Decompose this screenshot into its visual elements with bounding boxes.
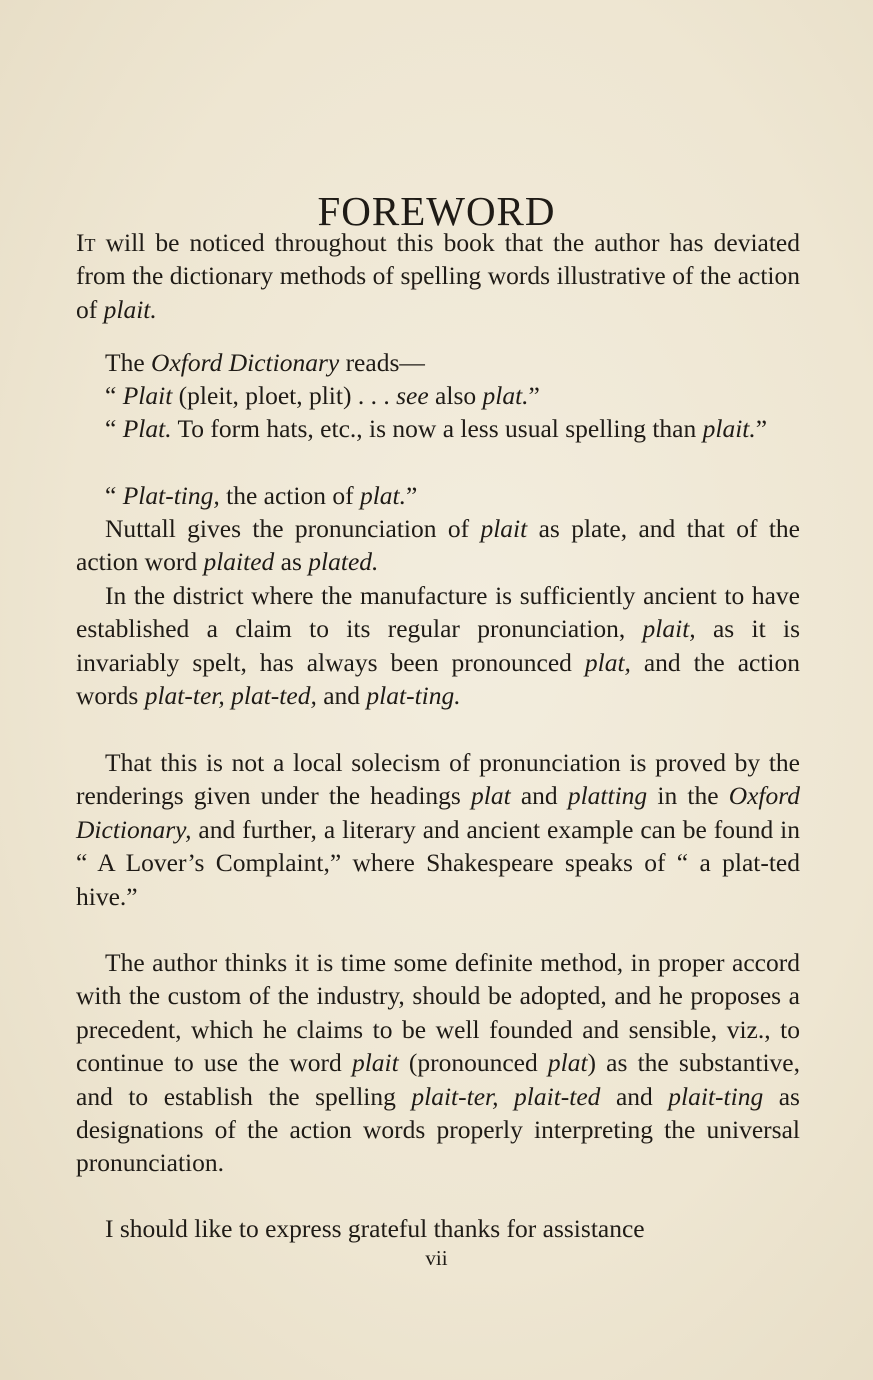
italic-run: plat [471, 781, 511, 811]
italic-run: plait [351, 1048, 399, 1078]
paragraph-7 [76, 579, 800, 713]
paragraph-5 [76, 479, 800, 512]
text-run: ” [406, 481, 418, 510]
paragraph-1 [76, 226, 800, 326]
text-run: That this is not a local solecism of pronunciation is proved by the renderings given under the headings [76, 748, 800, 811]
text-run: also [428, 381, 483, 410]
text-run: and further, a literary and ancient example can be found in “ A Lover’s Complaint,” where Shakespeare speaks of “ a plat-ted hive.” [76, 814, 800, 911]
text-run: as it is invariably spelt, has always been pronounced [76, 614, 801, 677]
italic-run: plat. [482, 381, 529, 410]
italic-run: see [396, 381, 429, 410]
italic-run: plait. [103, 294, 157, 324]
text-run: “ [105, 414, 123, 443]
paragraph-6 [76, 512, 800, 579]
text-run: and [316, 681, 367, 711]
italic-run: plait-ter, plait-ted [411, 1081, 601, 1111]
text-run: and the action words [76, 647, 800, 711]
text-run: Nuttall gives the pronunciation of [105, 514, 481, 543]
page-number: vii [425, 1246, 448, 1270]
text-run: as [274, 547, 309, 577]
text-run: ” [528, 381, 540, 410]
text-run: (pleit, ploet, plit) . . . [172, 381, 397, 410]
text-run: and [510, 781, 568, 811]
italic-run: Oxford Dictionary, [76, 781, 800, 844]
text-run: and [600, 1081, 669, 1111]
italic-run: plait-ting [668, 1081, 764, 1111]
paragraph-3 [76, 379, 800, 412]
italic-run: Plat. [122, 414, 172, 443]
italic-run: plat, [584, 647, 631, 677]
text-run: ” [755, 414, 768, 443]
italic-run: plait. [702, 414, 756, 443]
italic-run: Plat-ting, [122, 481, 220, 510]
text-run: To form hats, etc., is now a less usual spelling than [171, 414, 703, 443]
text-run: (pronounced [398, 1048, 548, 1078]
italic-run: plat-ting. [366, 681, 461, 711]
text-run: In the district where the manufacture is sufficiently ancient to have established a claim to its regular pronunciation, [76, 581, 800, 644]
italic-run: plaited [203, 547, 275, 577]
text-run: the action of [219, 481, 360, 510]
text-run: ) as the substantive, and to establish the spelling [76, 1048, 800, 1111]
text-run: The author thinks it is time some definite method, in proper accord with the custom of the industry, should be adopted, and he proposes a precedent, which he claims to be well founded and sensible, viz., to continue to use the word [76, 948, 800, 1078]
italic-run: plait, [642, 614, 696, 644]
italic-run: plated. [308, 547, 379, 577]
italic-run: platting [567, 781, 648, 811]
italic-run: plait [480, 514, 528, 543]
text-run: “ [105, 481, 123, 510]
text-run: in the [647, 781, 729, 811]
page-title: FOREWORD [317, 188, 556, 235]
paragraph-9 [76, 946, 800, 1180]
paragraph-4 [76, 412, 800, 445]
italic-run: Oxford Dictionary [151, 348, 340, 377]
text-run: “ [105, 381, 123, 410]
italic-run: plat-ter, plat-ted, [144, 681, 317, 711]
paragraph-2 [76, 346, 800, 379]
text-run: will be noticed throughout this book that the author has deviated from the dictionary methods of spelling words illustrative of the action of [76, 228, 800, 324]
text-run: The [105, 348, 152, 377]
small-caps-lead: It [76, 228, 96, 257]
text-run: reads— [339, 348, 425, 377]
text-run: I should like to express grateful thanks for assistance [105, 1214, 645, 1243]
paragraph-10 [76, 1212, 800, 1245]
paragraph-8 [76, 746, 800, 913]
italic-run: plat [547, 1048, 588, 1078]
italic-run: plat. [359, 481, 406, 510]
text-run: as plate, and that of the action word [76, 514, 800, 577]
text-run: as designations of the action words properly interpreting the universal pronunciation. [76, 1081, 800, 1178]
italic-run: Plait [122, 381, 173, 410]
